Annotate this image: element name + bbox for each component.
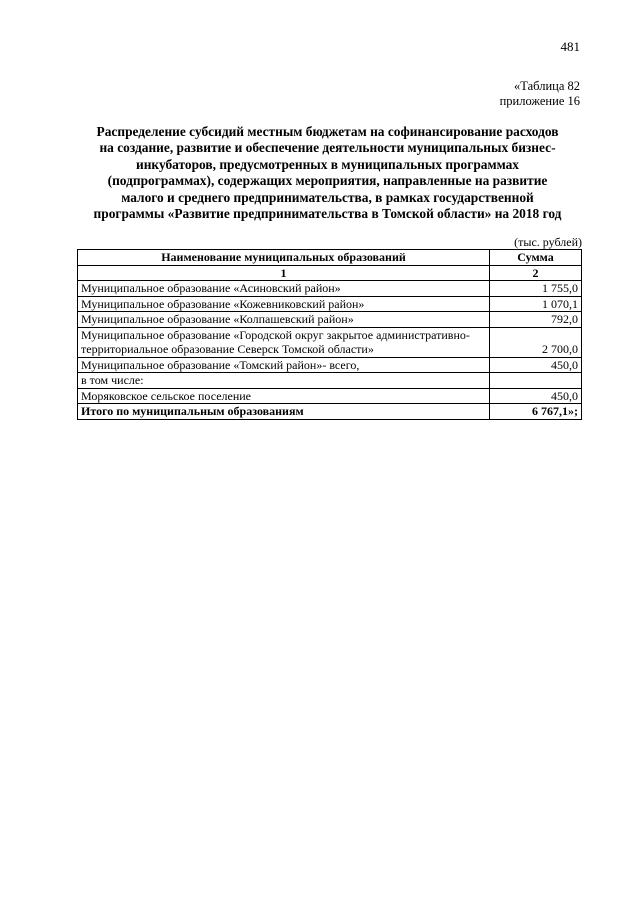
row-amount: 450,0 bbox=[490, 388, 582, 404]
row-amount: 2 700,0 bbox=[490, 327, 582, 357]
column-number-1: 1 bbox=[78, 265, 490, 281]
title-line: малого и среднего предпринимательства, в рамках государственной bbox=[121, 189, 534, 205]
row-amount: 792,0 bbox=[490, 312, 582, 328]
table-caption-number: «Таблица 82 bbox=[514, 79, 580, 93]
row-name: Муниципальное образование «Асиновский район» bbox=[78, 281, 490, 297]
row-name: Моряковское сельское поселение bbox=[78, 388, 490, 404]
table-row bbox=[78, 312, 582, 328]
table-row bbox=[78, 281, 582, 297]
table-caption bbox=[500, 79, 580, 109]
total-amount: 6 767,1»; bbox=[490, 404, 582, 420]
row-amount: 1 755,0 bbox=[490, 281, 582, 297]
table-header-row bbox=[78, 250, 582, 266]
row-name: Муниципальное образование «Городской округ закрытое административно-территориальное образование Северск Томской области» bbox=[78, 327, 490, 357]
table-row bbox=[78, 327, 582, 357]
row-amount bbox=[490, 373, 582, 389]
title-line: Распределение субсидий местным бюджетам на софинансирование расходов bbox=[96, 124, 559, 139]
table-row bbox=[78, 296, 582, 312]
units-label: (тыс. рублей) bbox=[514, 235, 582, 249]
row-amount: 450,0 bbox=[490, 357, 582, 373]
title-line: (подпрограммах), содержащих мероприятия, направленные на развитие bbox=[107, 173, 548, 189]
row-name: в том числе: bbox=[78, 373, 490, 389]
page-number: 481 bbox=[560, 39, 580, 54]
column-number-row bbox=[78, 265, 582, 281]
table-row bbox=[78, 373, 582, 389]
document-title bbox=[70, 124, 585, 222]
table-caption-appendix: приложение 16 bbox=[499, 94, 580, 108]
total-name: Итого по муниципальным образованиям bbox=[78, 404, 490, 420]
title-line: на создание, развитие и обеспечение деятельности муниципальных бизнес- bbox=[99, 140, 556, 156]
column-number-2: 2 bbox=[490, 265, 582, 281]
subsidy-table bbox=[77, 249, 582, 420]
row-name: Муниципальное образование «Кожевниковский район» bbox=[78, 296, 490, 312]
row-name: Муниципальное образование «Томский район»- всего, bbox=[78, 357, 490, 373]
row-name: Муниципальное образование «Колпашевский район» bbox=[78, 312, 490, 328]
header-name: Наименование муниципальных образований bbox=[78, 250, 490, 266]
table-row bbox=[78, 357, 582, 373]
total-row bbox=[78, 404, 582, 420]
title-line: инкубаторов, предусмотренных в муниципальных программах bbox=[135, 156, 520, 172]
table-row bbox=[78, 388, 582, 404]
header-amount: Сумма bbox=[490, 250, 582, 266]
row-amount: 1 070,1 bbox=[490, 296, 582, 312]
title-line: программы «Развитие предпринимательства в Томской области» на 2018 год bbox=[93, 206, 562, 222]
